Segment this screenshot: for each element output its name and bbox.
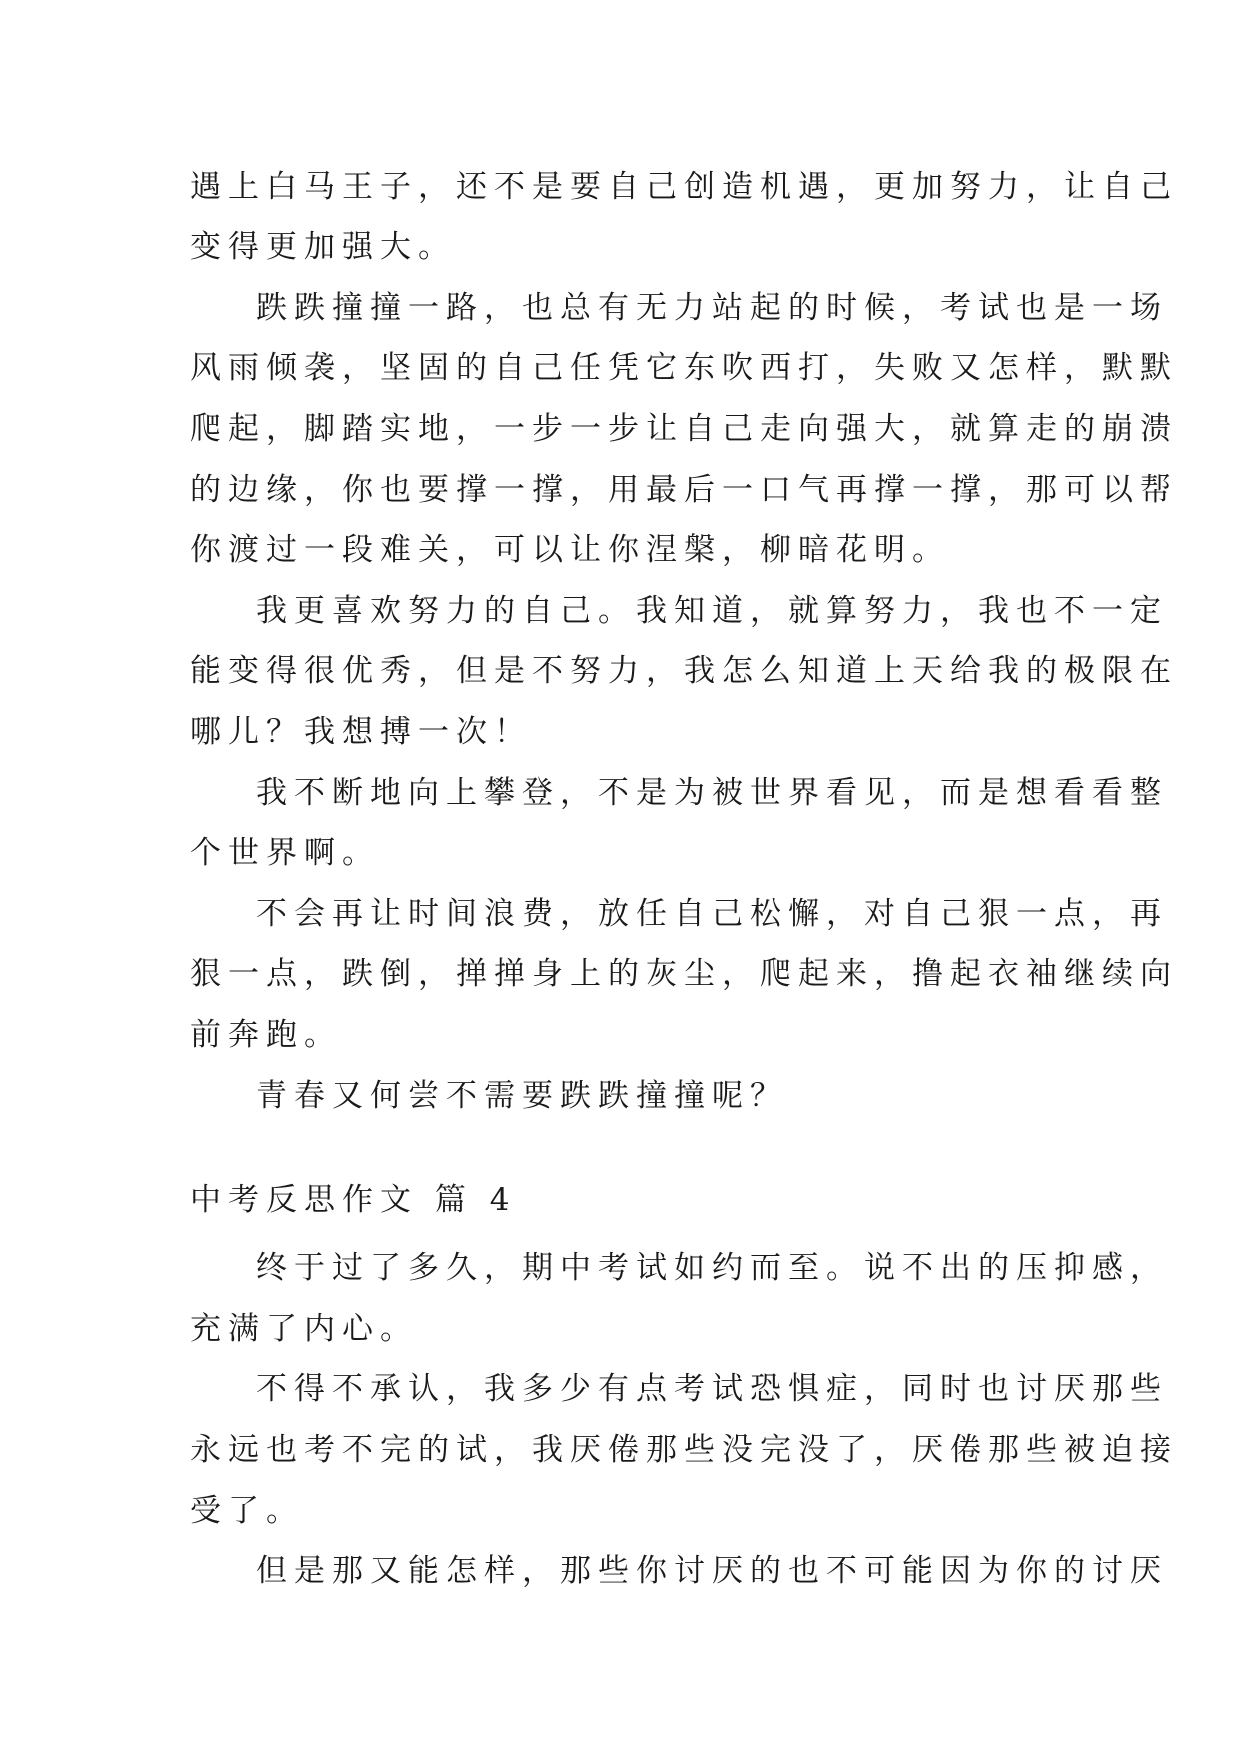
paragraph-6-line-1: 青春又何尝不需要跌跌撞撞呢？	[256, 1078, 788, 1114]
paragraph-2-line-3: 爬起，脚踏实地，一步一步让自己走向强大，就算走的崩溃	[190, 411, 1178, 447]
paragraph-3-line-1: 我更喜欢努力的自己。我知道，就算努力，我也不一定	[256, 593, 1168, 629]
paragraph-3-line-2: 能变得很优秀，但是不努力，我怎么知道上天给我的极限在	[190, 653, 1178, 689]
paragraph-3-line-3: 哪儿？我想搏一次！	[190, 714, 532, 750]
paragraph-1-line-2: 变得更加强大。	[190, 229, 456, 265]
paragraph-8-line-2: 永远也考不完的试，我厌倦那些没完没了，厌倦那些被迫接	[190, 1432, 1178, 1468]
paragraph-2-line-1: 跌跌撞撞一路，也总有无力站起的时候，考试也是一场	[256, 290, 1168, 326]
paragraph-2-line-2: 风雨倾袭，坚固的自己任凭它东吹西打，失败又怎样，默默	[190, 350, 1178, 386]
paragraph-7-line-1: 终于过了多久，期中考试如约而至。说不出的压抑感，	[256, 1250, 1168, 1286]
paragraph-5-line-3: 前奔跑。	[190, 1017, 342, 1053]
paragraph-7-line-2: 充满了内心。	[190, 1311, 418, 1347]
paragraph-4-line-1: 我不断地向上攀登，不是为被世界看见，而是想看看整	[256, 775, 1168, 811]
paragraph-2-line-4: 的边缘，你也要撑一撑，用最后一口气再撑一撑，那可以帮	[190, 472, 1178, 508]
paragraph-8-line-3: 受了。	[190, 1493, 304, 1529]
paragraph-2-line-5: 你渡过一段难关，可以让你涅槃，柳暗花明。	[190, 532, 950, 568]
section-heading: 中考反思作文 篇 4	[190, 1182, 517, 1218]
paragraph-1-line-1: 遇上白马王子，还不是要自己创造机遇，更加努力，让自己	[190, 169, 1178, 205]
paragraph-4-line-2: 个世界啊。	[190, 835, 380, 871]
paragraph-8-line-1: 不得不承认，我多少有点考试恐惧症，同时也讨厌那些	[256, 1371, 1168, 1407]
paragraph-5-line-1: 不会再让时间浪费，放任自己松懈，对自己狠一点，再	[256, 896, 1168, 932]
paragraph-5-line-2: 狠一点，跌倒，掸掸身上的灰尘，爬起来，撸起衣袖继续向	[190, 956, 1178, 992]
paragraph-9-line-1: 但是那又能怎样，那些你讨厌的也不可能因为你的讨厌	[256, 1553, 1168, 1589]
